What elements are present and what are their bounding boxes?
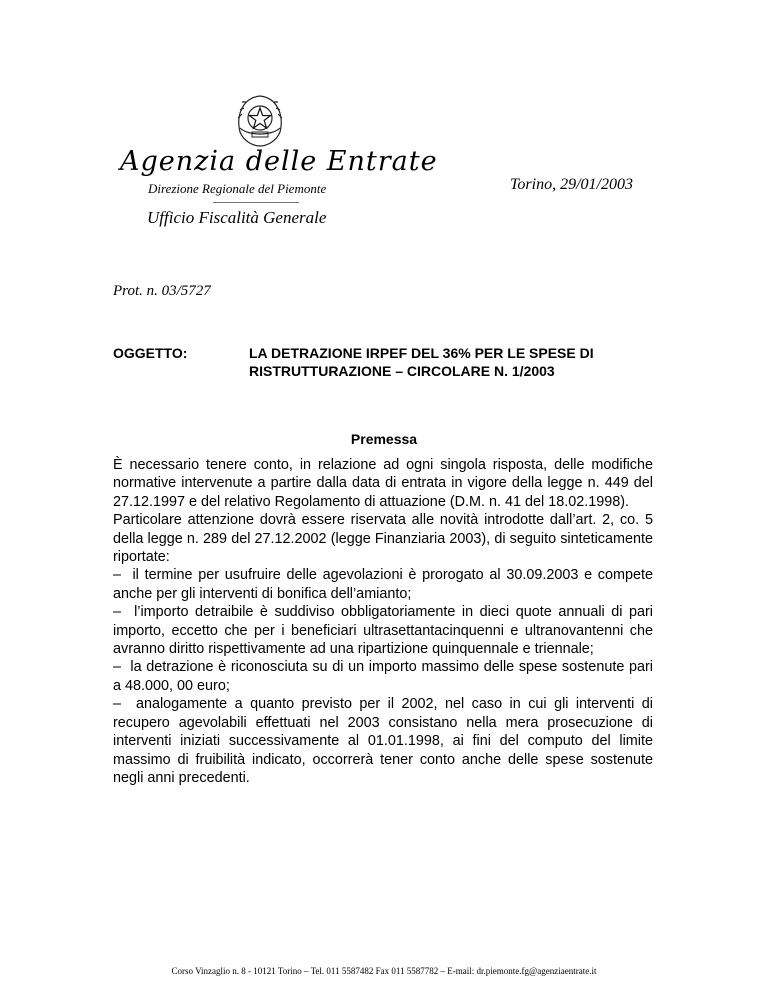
section-heading: Premessa [350, 431, 418, 447]
subject-label: OGGETTO: [113, 345, 188, 361]
list-item: – analogamente a quanto previsto per il 2002, nel caso in cui gli interventi di recupero agevolabili effettuati nel 2003 consistano nella mera prosecuzione di interventi iniziati successivamente al 01.01.1998, ai fini del computo del limite massimo di fruibilità indicato, occorrerà tener conto anche delle spese sostenute negli anni precedenti. [113, 695, 653, 787]
direzione-name: Direzione Regionale del Piemonte [148, 181, 327, 196]
ufficio-name: Ufficio Fiscalità Generale [147, 208, 327, 227]
place-date: Torino, 29/01/2003 [510, 176, 633, 193]
subject-line-1: LA DETRAZIONE IRPEF DEL 36% PER LE SPESE DI [249, 345, 594, 361]
protocol-number: Prot. n. 03/5727 [113, 283, 211, 299]
header-divider [213, 202, 299, 203]
list-item: – la detrazione è riconosciuta su di un importo massimo delle spese sostenute pari a 48.000, 00 euro; [113, 658, 653, 695]
paragraph-1: È necessario tenere conto, in relazione ad ogni singola risposta, delle modifiche normative intervenute a partire dalla data di entrata in vigore della legge n. 449 del 27.12.1997 e del relativo Regolamento di attuazione (D.M. n. 41 del 18.02.1998). [113, 457, 653, 510]
paragraph-2: Particolare attenzione dovrà essere riservata alle novità introdotte dall’art. 2, co. 5 della legge n. 289 del 27.12.2002 (legge Finanziaria 2003), di seguito sinteticamente riportate: [113, 512, 653, 566]
subject-line-2: RISTRUTTURAZIONE – CIRCOLARE N. 1/2003 [249, 363, 555, 379]
list-item: – l’importo detraibile è suddiviso obbligatoriamente in dieci quote annuali di pari importo, eccetto che per i beneficiari ultrasettantacinquenni e ultranovantenni che avranno diritto rispettivamente ad una ripartizione quinquennale e triennale; [113, 603, 653, 658]
list-item: – il termine per usufruire delle agevolazioni è prorogato al 30.09.2003 e compete anche per gli interventi di bonifica dell’amianto; [113, 566, 653, 603]
agency-name: Agenzia delle Entrate [120, 146, 438, 177]
body-text [113, 456, 653, 787]
subject [113, 344, 653, 380]
footer-contacts: Corso Vinzaglio n. 8 - 10121 Torino – Tel. 011 5587482 Fax 011 5587782 – E-mail: dr.piemonte.fg@agenziaentrate.it [171, 966, 597, 976]
italian-republic-emblem-icon [228, 88, 292, 152]
